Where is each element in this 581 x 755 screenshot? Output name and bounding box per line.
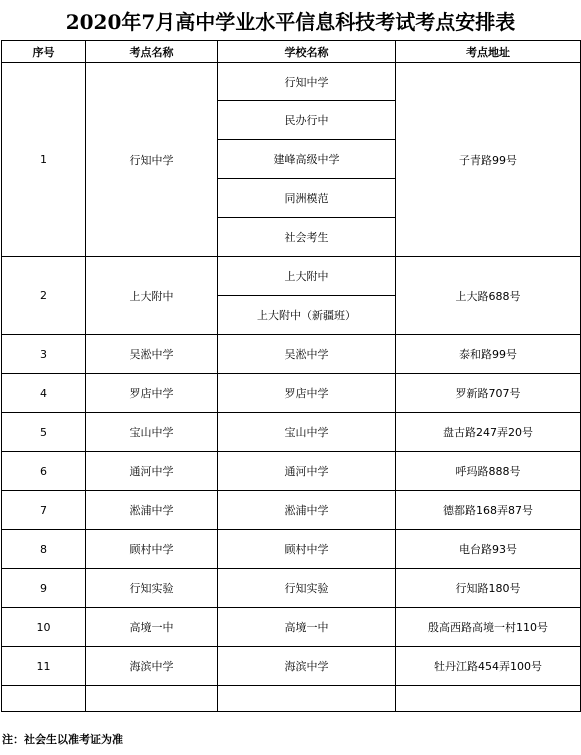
table-row [2,452,581,491]
header-row [2,41,581,63]
site-cell: 顾村中学 [86,530,218,569]
site-cell: 通河中学 [86,452,218,491]
school-cell: 行知中学 [218,63,396,101]
seq-cell: 3 [2,335,86,374]
address-cell: 泰和路99号 [396,335,581,374]
school-cell: 顾村中学 [218,530,396,569]
header-school: 学校名称 [218,41,396,63]
school-cell: 淞浦中学 [218,491,396,530]
school-cell: 民办行中 [218,101,396,140]
site-cell: 行知实验 [86,569,218,608]
school-cell: 社会考生 [218,218,396,257]
address-cell: 上大路688号 [396,257,581,335]
seq-cell: 2 [2,257,86,335]
address-cell: 呼玛路888号 [396,452,581,491]
address-cell: 盘古路247弄20号 [396,413,581,452]
school-cell: 上大附中（新疆班） [218,296,396,335]
seq-cell: 9 [2,569,86,608]
address-cell: 殷高西路高境一村110号 [396,608,581,647]
address-cell: 子青路99号 [396,63,581,257]
school-cell: 建峰高级中学 [218,140,396,179]
seq-cell: 8 [2,530,86,569]
site-cell: 吴淞中学 [86,335,218,374]
seq-cell: 11 [2,647,86,686]
address-cell: 德都路168弄87号 [396,491,581,530]
school-cell: 罗店中学 [218,374,396,413]
school-cell: 行知实验 [218,569,396,608]
header-seq: 序号 [2,41,86,63]
address-cell: 牡丹江路454弄100号 [396,647,581,686]
site-cell: 淞浦中学 [86,491,218,530]
seq-cell: 6 [2,452,86,491]
address-cell: 电台路93号 [396,530,581,569]
address-cell: 罗新路707号 [396,374,581,413]
site-cell: 行知中学 [86,63,218,257]
table-row [2,608,581,647]
school-cell: 宝山中学 [218,413,396,452]
seq-cell: 5 [2,413,86,452]
header-site: 考点名称 [86,41,218,63]
site-cell: 海滨中学 [86,647,218,686]
table-row [2,569,581,608]
school-cell: 上大附中 [218,257,396,296]
table-row [2,335,581,374]
table-row [2,647,581,686]
school-cell: 同洲模范 [218,179,396,218]
page-title: 2020年7月高中学业水平信息科技考试考点安排表 [65,9,516,34]
table-row [2,374,581,413]
school-cell: 高境一中 [218,608,396,647]
blank-row [2,686,581,712]
footnote: 注：社会生以准考证为准 [2,733,123,746]
table-row [2,257,581,296]
address-cell: 行知路180号 [396,569,581,608]
seq-cell: 10 [2,608,86,647]
table-row [2,413,581,452]
seq-cell: 1 [2,63,86,257]
site-cell: 高境一中 [86,608,218,647]
table-row [2,63,581,101]
school-cell: 海滨中学 [218,647,396,686]
table-row [2,530,581,569]
site-cell: 宝山中学 [86,413,218,452]
exam-site-table [1,40,581,712]
header-address: 考点地址 [396,41,581,63]
seq-cell: 4 [2,374,86,413]
school-cell: 吴淞中学 [218,335,396,374]
site-cell: 上大附中 [86,257,218,335]
school-cell: 通河中学 [218,452,396,491]
seq-cell: 7 [2,491,86,530]
site-cell: 罗店中学 [86,374,218,413]
table-row [2,491,581,530]
